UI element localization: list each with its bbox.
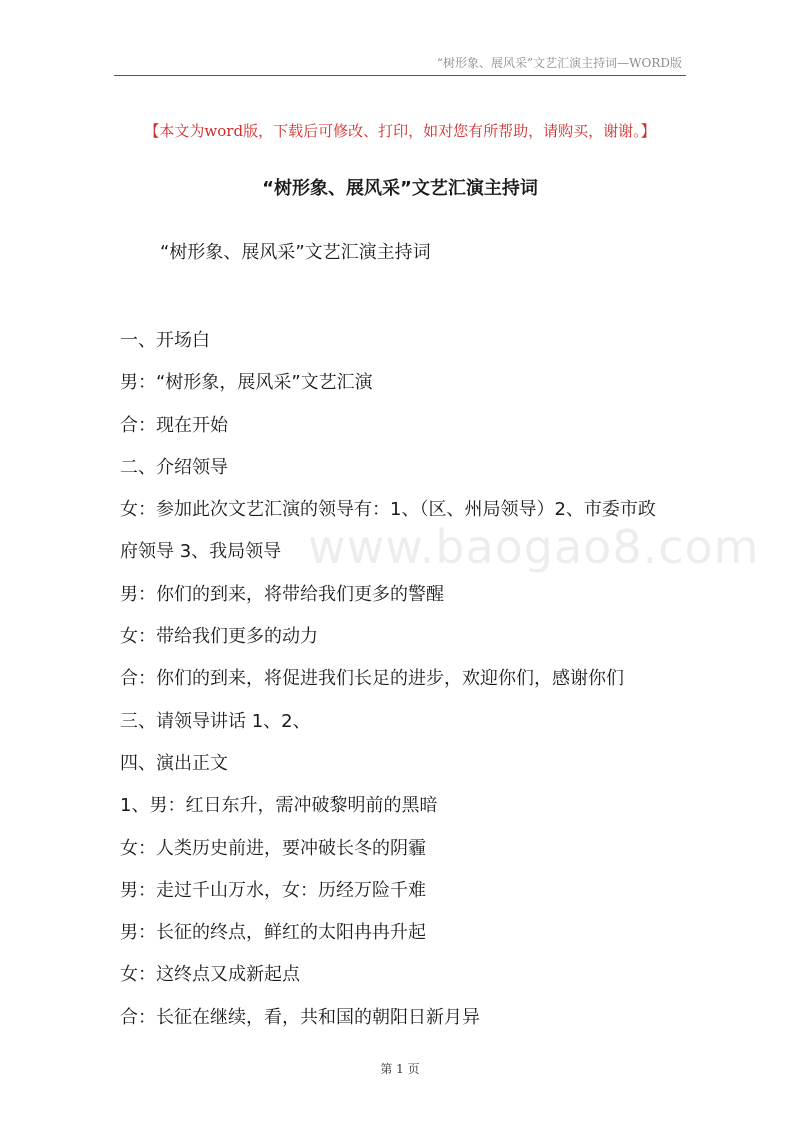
body-line: 三、请领导讲话 1、2、 <box>120 710 311 732</box>
body-line: 男：走过千山万水，女：历经万险千难 <box>120 879 426 901</box>
body-line: 合：你们的到来，将促进我们长足的进步，欢迎你们，感谢你们 <box>120 668 624 690</box>
body-line: 女：带给我们更多的动力 <box>120 626 318 648</box>
header-divider <box>114 75 686 76</box>
running-header: “树形象、展风采”文艺汇演主持词—WORD版 <box>436 56 682 70</box>
body-line: 男：你们的到来，将带给我们更多的警醒 <box>120 583 444 605</box>
body-line: 女：参加此次文艺汇演的领导有：1、（区、州局领导）2、市委市政 <box>120 499 656 521</box>
body-line: 女：这终点又成新起点 <box>120 964 300 986</box>
body-line: 女：人类历史前进，要冲破长冬的阴霾 <box>120 837 426 859</box>
body-line: 一、开场白 <box>120 330 210 351</box>
purchase-notice: 【本文为word版，下载后可修改、打印，如对您有所帮助，请购买，谢谢。】 <box>144 122 656 140</box>
watermark: www.baogao8.com <box>308 520 760 574</box>
body-line: 1、男：红日东升，需冲破黎明前的黑暗 <box>120 795 438 817</box>
body-line: 二、介绍领导 <box>120 456 228 478</box>
body-line: 府领导 3、我局领导 <box>120 541 282 563</box>
body-line: 男：“树形象，展风采”文艺汇演 <box>120 372 373 394</box>
document-title: “树形象、展风采”文艺汇演主持词 <box>262 178 538 199</box>
body-line: 男：长征的终点，鲜红的太阳冉冉升起 <box>120 922 426 944</box>
body-line: 合：长征在继续，看，共和国的朝阳日新月异 <box>120 1006 480 1028</box>
body-line: 合：现在开始 <box>120 414 228 436</box>
body-line: 四、演出正文 <box>120 752 228 774</box>
page-number: 第 1 页 <box>380 1062 420 1076</box>
document-subtitle: “树形象、展风采”文艺汇演主持词 <box>160 242 431 263</box>
body-text <box>120 320 686 1039</box>
